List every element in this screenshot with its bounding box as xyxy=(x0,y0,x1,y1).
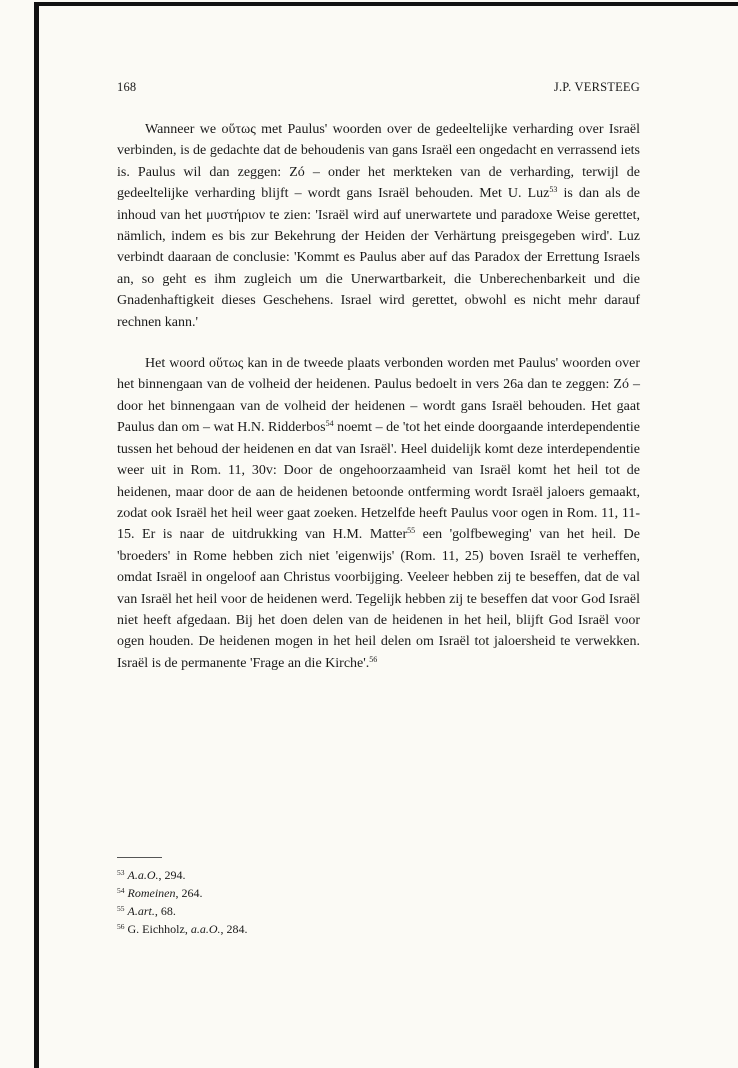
paragraph-2 xyxy=(117,353,640,674)
paragraph-1 xyxy=(117,119,640,333)
footnote-text: Romeinen xyxy=(127,886,176,900)
footnote-number: 53 xyxy=(117,868,125,877)
footnote-53 xyxy=(117,866,517,884)
footnote-text: A.art. xyxy=(127,904,155,918)
footnote-text: a.a.O. xyxy=(190,922,221,936)
body-text xyxy=(117,119,640,674)
scan-border-left xyxy=(34,2,39,1068)
footnote-55 xyxy=(117,902,517,920)
text-segment: te zien: 'Israël wird auf unerwartete und paradoxe Weise gerettet, nämlich, indem es bis zur Bekehrung der Heiden der Verhärtung preisgegeben wird'. Luz verbindt daaraan de conclusie: 'Kommt es Paulus aber auf das Paradox der Errettung Israels an, so geht es ihm zugleich um die Unerwartbarkeit, die Unberechenbarkeit und die Gnadenhaftigkeit dieses Geschehens. Israel wird gerettet, obwohl es nicht mehr darauf rechnen kann.' xyxy=(117,207,640,330)
text-segment: met Paulus' woorden over de gedeeltelijke verharding over Israël verbinden, is de gedachte dat de behoudenis van gans Israël een ongedacht en verrassend iets is. Paulus wil dan zeggen: Zó – onder het merkteken van de verharding, terwijl de gedeeltelijke verharding blijft – wordt gans Israël behouden. Met U. Luz xyxy=(117,122,640,202)
greek-term: οὕτως xyxy=(221,122,256,137)
footnote-ref: 55 xyxy=(407,526,416,536)
footnote-number: 54 xyxy=(117,886,125,895)
running-title: J.P. VERSTEEG xyxy=(553,80,640,94)
text-segment: Het woord xyxy=(145,356,210,372)
footnote-ref: 54 xyxy=(325,419,334,429)
footnote-text: , 68. xyxy=(154,904,176,918)
text-segment: is dan als de inhoud van het xyxy=(117,186,640,223)
footnote-number: 55 xyxy=(117,904,125,913)
page-header xyxy=(117,80,640,95)
text-segment: kan in de tweede plaats verbonden worden met Paulus' woorden over het binnengaan van de volheid der heidenen. Paulus bedoelt in vers 26a dan te zeggen: Zó – door het binnengaan van de volheid der heidenen – wordt gans Israël behouden. Het gaat Paulus dan om – wat H.N. Ridderbos xyxy=(117,356,640,436)
footnote-54 xyxy=(117,884,517,902)
footnotes xyxy=(117,866,517,938)
greek-term: μυστήριον xyxy=(206,207,266,223)
footnote-ref: 56 xyxy=(369,654,378,664)
text-segment: Wanneer we xyxy=(145,122,222,137)
footnote-ref: 53 xyxy=(549,185,558,195)
footnote-text: A.a.O. xyxy=(127,868,159,882)
page-number: 168 xyxy=(117,80,137,94)
footnote-rule xyxy=(117,857,162,858)
scan-border-top xyxy=(34,2,738,6)
footnote-text: G. Eichholz, xyxy=(127,922,191,936)
footnote-56 xyxy=(117,920,517,938)
footnote-number: 56 xyxy=(117,922,125,931)
text-segment: noemt – de 'tot het einde doorgaande interdependentie tussen het behoud der heidenen en dat van Israël'. Heel duidelijk komt deze interdependentie weer uit in Rom. 11, 30v: Door de ongehoorzaamheid van Israël komt het heil tot de heidenen, maar door de aan de heidenen betoonde ontferming wordt Israël jaloers gemaakt, zodat ook Israël het heil weer gaat zoeken. Hetzelfde heeft Paulus voor ogen in Rom. 11, 11-15. Er is naar de uitdrukking van H.M. Matter xyxy=(117,420,640,543)
footnote-text: , 294. xyxy=(158,868,186,882)
footnote-text: , 284. xyxy=(220,922,248,936)
greek-term: οὕτως xyxy=(209,356,244,372)
text-segment: een 'golfbeweging' van het heil. De 'broeders' in Rome hebben zich niet 'eigenwijs' (Rom. 11, 25) boven Israël te verheffen, omdat Israël in ongeloof aan Christus voorbijging. Veeleer hebben zij te beseffen, dat de val van Israël het heil voor de heidenen werd. Tegelijk hebben zij te beseffen dat voor God Israël niet heeft afgedaan. Bij het doen delen van de heidenen in het heil, blijft God Israël voor ogen houden. De heidenen mogen in het heil delen om Israël tot jaloersheid te verwekken. Israël is de permanente 'Frage an die Kirche'. xyxy=(117,527,640,671)
footnote-text: , 264. xyxy=(175,886,203,900)
